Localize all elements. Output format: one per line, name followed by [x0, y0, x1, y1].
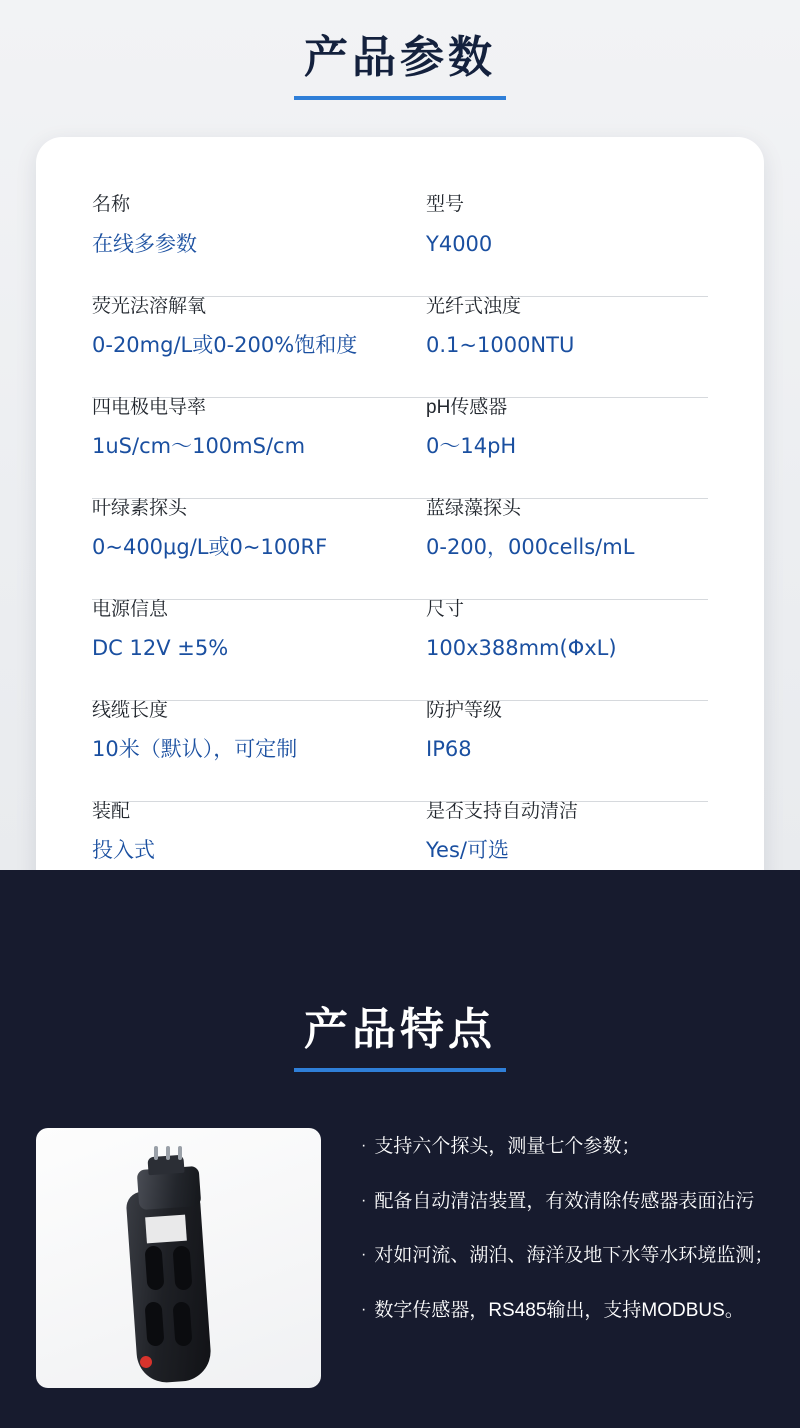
- list-item: [361, 1298, 773, 1324]
- sensor-label-strip: [145, 1215, 187, 1244]
- spec-cell-left: [92, 599, 400, 700]
- spec-label: 荧光法溶解氧: [92, 295, 207, 317]
- spec-cell-right: [400, 599, 708, 700]
- parameters-card: [36, 137, 764, 977]
- bullet-icon: ·: [361, 1246, 367, 1264]
- sensor-pin: [166, 1146, 170, 1160]
- spec-cell-left: [92, 195, 400, 296]
- feature-text: 对如河流、湖泊、海洋及地下水等水环境监测；: [374, 1245, 774, 1267]
- sensor-probe-slot: [144, 1301, 164, 1346]
- page-title: 产品参数: [304, 33, 496, 82]
- spec-value: 0~400μg/L或0~100RF: [92, 535, 328, 560]
- sensor-probe-slot: [172, 1301, 192, 1346]
- spec-label: 型号: [426, 194, 465, 215]
- spec-value: 0.1~1000NTU: [426, 333, 575, 358]
- parameters-title-block: [0, 0, 800, 100]
- list-item: [361, 1189, 773, 1215]
- bullet-icon: ·: [361, 1137, 367, 1154]
- sensor-pin: [154, 1146, 158, 1160]
- spec-cell-left: [92, 498, 400, 599]
- sensor-pin: [178, 1146, 182, 1160]
- bullet-icon: ·: [361, 1300, 367, 1318]
- table-row: [92, 599, 708, 700]
- list-item: [361, 1134, 773, 1160]
- spec-cell-right: [400, 397, 708, 498]
- sensor-probe-slot: [172, 1245, 192, 1290]
- table-row: [92, 498, 708, 599]
- table-row: [92, 397, 708, 498]
- spec-label: 装配: [92, 800, 131, 822]
- spec-label: 线缆长度: [92, 699, 169, 721]
- spec-label: 光纤式浊度: [426, 295, 522, 317]
- table-row: [92, 296, 708, 397]
- sensor-probe-slot: [144, 1245, 164, 1290]
- spec-label: 名称: [92, 194, 131, 215]
- spec-label: 尺寸: [426, 598, 465, 620]
- list-item: [361, 1243, 773, 1269]
- spec-cell-right: [400, 296, 708, 397]
- spec-label: 四电极电导率: [92, 396, 207, 418]
- spec-cell-right: [400, 195, 708, 296]
- specification-table: [92, 195, 708, 903]
- title-underline: [294, 96, 506, 100]
- spec-value: 0～14pH: [426, 434, 517, 459]
- product-photo: [36, 1128, 321, 1388]
- spec-value: Yes/可选: [426, 838, 509, 863]
- features-title: 产品特点: [304, 1005, 496, 1054]
- sensor-illustration: [122, 1152, 218, 1384]
- spec-value: Y4000: [426, 231, 493, 256]
- spec-value: 在线多参数: [92, 231, 197, 256]
- spec-cell-right: [400, 498, 708, 599]
- feature-list: [361, 1128, 773, 1353]
- spec-value: 1uS/cm～100mS/cm: [92, 434, 306, 459]
- feature-text: 配备自动清洁装置，有效清除传感器表面沾污: [374, 1190, 755, 1212]
- spec-cell-left: [92, 296, 400, 397]
- spec-value: 100x388mm(ΦxL): [426, 636, 617, 661]
- spec-value: IP68: [426, 737, 472, 762]
- table-row: [92, 700, 708, 801]
- table-row: [92, 195, 708, 296]
- feature-text: 支持六个探头，测量七个参数；: [374, 1136, 641, 1157]
- features-title-block: [0, 870, 800, 1072]
- spec-label: 蓝绿藻探头: [426, 497, 522, 519]
- spec-label: pH传感器: [426, 396, 508, 418]
- spec-value: 0-20mg/L或0-200%饱和度: [92, 333, 358, 358]
- spec-label: 叶绿素探头: [92, 497, 188, 519]
- features-title-underline: [294, 1068, 506, 1072]
- spec-cell-left: [92, 397, 400, 498]
- product-features-section: [0, 870, 800, 1428]
- spec-label: 防护等级: [426, 699, 503, 721]
- spec-label: 电源信息: [92, 598, 169, 620]
- spec-value: 10米（默认），可定制: [92, 737, 298, 762]
- spec-value: 投入式: [92, 838, 155, 863]
- spec-value: DC 12V ±5%: [92, 636, 229, 661]
- bullet-icon: ·: [361, 1191, 367, 1209]
- spec-value: 0-200，000cells/mL: [426, 535, 635, 560]
- feature-text: 数字传感器，RS485输出，支持MODBUS。: [374, 1299, 744, 1321]
- spec-cell-right: [400, 700, 708, 801]
- spec-cell-left: [92, 700, 400, 801]
- spec-label: 是否支持自动清洁: [426, 800, 579, 822]
- features-body: [0, 1128, 800, 1388]
